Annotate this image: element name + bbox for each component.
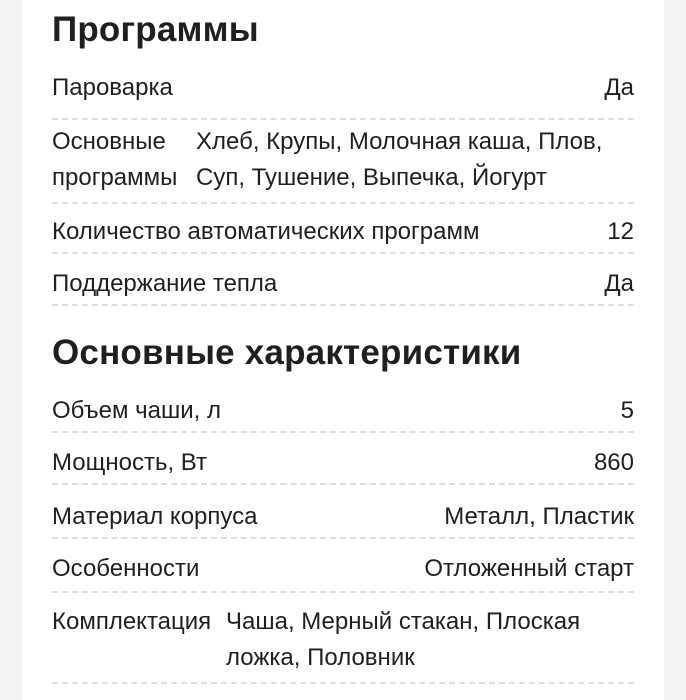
spec-value: Да: [604, 270, 634, 297]
spec-label: Материал корпуса: [52, 503, 258, 530]
spec-label: Пароварка: [52, 74, 173, 101]
specs-card: [22, 0, 664, 700]
spec-value: Хлеб, Крупы, Молочная каша, Плов, Суп, Тушение, Выпечка, Йогурт: [196, 128, 603, 191]
spec-row-keep-warm: [52, 266, 634, 306]
spec-value: 12: [607, 218, 634, 245]
spec-row-bowl-volume: [52, 393, 634, 433]
spec-label: Мощность, Вт: [52, 449, 207, 476]
section-title-programs: Программы: [52, 10, 259, 49]
spec-label: Особенности: [52, 555, 200, 582]
spec-value: Да: [604, 74, 634, 101]
spec-value: Металл, Пластик: [444, 503, 634, 530]
spec-label: Количество автоматических программ: [52, 218, 480, 245]
spec-label: Поддержание тепла: [52, 270, 278, 297]
spec-label: Объем чаши, л: [52, 397, 221, 424]
spec-row-main-programs: [52, 124, 634, 204]
spec-row-package-contents: [52, 604, 634, 684]
spec-value: Отложенный старт: [424, 555, 634, 582]
spec-row-body-material: [52, 499, 634, 539]
spec-label: Комплектация: [52, 608, 212, 635]
spec-label: Основные программы: [52, 128, 178, 191]
spec-row-power: [52, 445, 634, 485]
spec-row-features: [52, 551, 634, 593]
spec-value: 5: [620, 397, 634, 424]
spec-row-steamer: [52, 70, 634, 120]
spec-row-auto-programs-count: [52, 214, 634, 254]
spec-value: Чаша, Мерный стакан, Плоская ложка, Половник: [226, 608, 581, 671]
section-title-main-specs: Основные характеристики: [52, 333, 522, 372]
spec-value: 860: [593, 449, 634, 476]
